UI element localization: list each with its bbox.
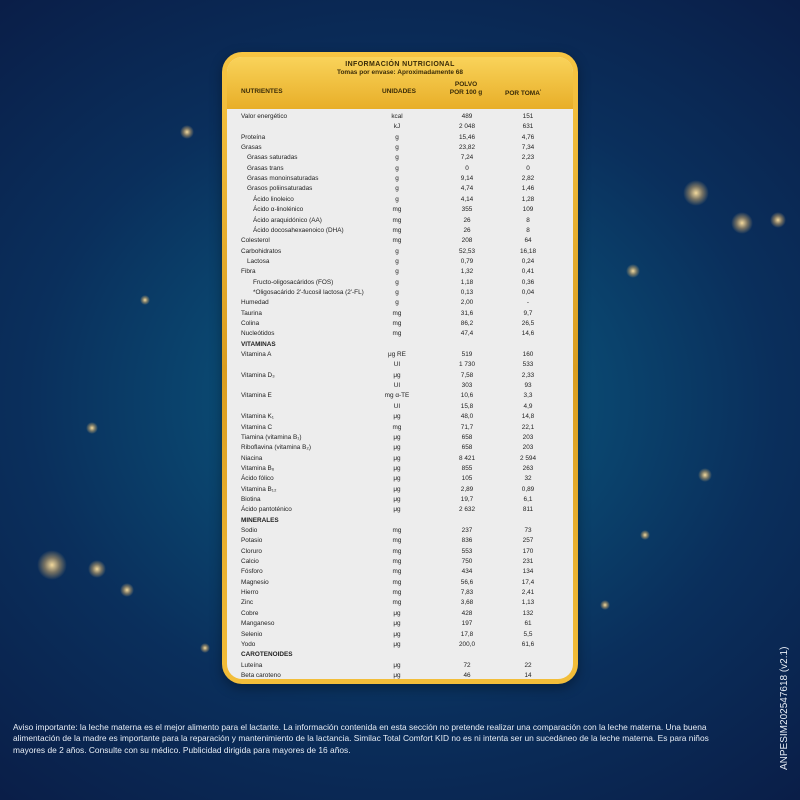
nutrient-per-100g: 15,8 bbox=[460, 402, 474, 410]
nutrient-unit: μg bbox=[393, 433, 401, 441]
nutrient-name: Calcio bbox=[241, 558, 259, 566]
nutrient-name: *Oligosacárido 2'-fucosil lactosa (2'-FL) bbox=[253, 288, 364, 296]
nutrient-name: Niacina bbox=[241, 454, 263, 462]
nutrient-unit: mg bbox=[392, 599, 402, 607]
nutrient-row bbox=[227, 433, 573, 443]
nutrient-per-serving: 231 bbox=[522, 558, 534, 566]
nutrient-row bbox=[227, 443, 573, 453]
nutrient-row bbox=[227, 630, 573, 640]
nutrient-per-100g: 48,0 bbox=[460, 413, 474, 421]
sparkle-decoration bbox=[200, 643, 210, 653]
nutrient-name: Grasas saturadas bbox=[247, 154, 298, 162]
nutrient-per-100g: 4,74 bbox=[460, 185, 474, 193]
nutrient-per-serving: 631 bbox=[522, 123, 534, 131]
nutrient-per-serving: 32 bbox=[524, 475, 532, 483]
nutrient-unit: UI bbox=[393, 382, 401, 390]
nutrient-row bbox=[227, 257, 573, 267]
nutrient-row bbox=[227, 164, 573, 174]
nutrient-name: Manganeso bbox=[241, 620, 275, 628]
nutrient-per-serving: 22 bbox=[524, 661, 532, 669]
nutrient-unit: μg bbox=[393, 371, 401, 379]
nutrient-per-serving: 0 bbox=[526, 164, 530, 172]
nutrient-row bbox=[227, 247, 573, 257]
sparkle-decoration bbox=[37, 550, 67, 580]
nutrient-per-serving: 0,89 bbox=[521, 485, 535, 493]
sparkle-decoration bbox=[698, 468, 712, 482]
nutrient-row bbox=[227, 495, 573, 505]
nutrient-row bbox=[227, 557, 573, 567]
nutrient-row bbox=[227, 588, 573, 598]
nutrient-name: Yodo bbox=[241, 640, 256, 648]
nutrient-per-100g: 3,68 bbox=[460, 599, 474, 607]
nutrient-per-100g: 2,00 bbox=[460, 299, 474, 307]
nutrient-name: Proteína bbox=[241, 133, 266, 141]
nutrient-per-serving: 134 bbox=[522, 568, 534, 576]
nutrient-unit: g bbox=[395, 299, 399, 307]
nutrient-unit: mg bbox=[392, 568, 402, 576]
nutrient-unit: μg RE bbox=[388, 351, 406, 359]
sparkle-decoration bbox=[731, 212, 753, 234]
nutrient-name: Grasas trans bbox=[247, 164, 284, 172]
nutrient-unit: μg bbox=[393, 620, 401, 628]
nutrient-row bbox=[227, 319, 573, 329]
nutrient-unit: mg bbox=[392, 589, 402, 597]
nutrient-unit: μg bbox=[393, 485, 401, 493]
nutrient-name: Grasas monoinsaturadas bbox=[247, 175, 319, 183]
nutrient-row bbox=[227, 454, 573, 464]
nutrient-name: Vitamina B₆ bbox=[241, 464, 275, 472]
nutrient-per-serving: 26,5 bbox=[521, 320, 535, 327]
nutrient-name: Hierro bbox=[241, 589, 259, 597]
nutrient-row bbox=[227, 609, 573, 619]
nutrient-name: Vitamina A bbox=[241, 351, 272, 359]
nutrient-row bbox=[227, 226, 573, 236]
nutrient-name: Vitamina B₁₂ bbox=[241, 485, 277, 493]
sparkle-decoration bbox=[120, 583, 134, 597]
nutrient-name: VITAMINAS bbox=[241, 340, 276, 348]
document-code: ANPESIM202547618 (v2.1) bbox=[779, 646, 790, 770]
nutrient-per-serving: 61,6 bbox=[521, 640, 535, 648]
nutrient-per-100g: 17,8 bbox=[460, 630, 474, 638]
nutrient-row bbox=[227, 288, 573, 298]
nutrient-per-serving: 257 bbox=[522, 537, 534, 545]
nutrient-per-serving: 5,5 bbox=[523, 630, 533, 638]
nutrient-name: MINERALES bbox=[241, 516, 279, 524]
nutrient-per-100g: 9,14 bbox=[460, 175, 474, 183]
nutrient-name: Colina bbox=[241, 320, 260, 327]
per-serving-label: POR TOMA bbox=[505, 90, 540, 98]
nutrient-per-100g: 197 bbox=[461, 620, 473, 628]
nutrient-per-100g: 4,14 bbox=[460, 195, 474, 203]
sparkle-decoration bbox=[770, 212, 786, 228]
nutrient-name: Ácido fólico bbox=[241, 475, 274, 483]
nutrient-per-100g: 1,18 bbox=[460, 278, 474, 286]
nutrient-name: Potasio bbox=[241, 537, 263, 545]
nutrient-name: Ácido α-linolénico bbox=[253, 206, 304, 214]
nutrient-row bbox=[227, 536, 573, 546]
nutrient-row bbox=[227, 371, 573, 381]
nutrient-unit: mg bbox=[392, 578, 402, 586]
nutrient-per-serving: 1,13 bbox=[521, 599, 535, 607]
nutrient-per-serving: 64 bbox=[524, 237, 532, 245]
nutrient-per-serving: 151 bbox=[522, 113, 534, 120]
nutrient-per-100g: 56,6 bbox=[460, 578, 474, 586]
nutrient-per-100g: 1 730 bbox=[459, 361, 475, 369]
nutrient-per-serving: 8 bbox=[526, 216, 530, 224]
nutrient-name: Riboflavina (vitamina B₂) bbox=[241, 444, 311, 452]
nutrient-per-100g: 0,79 bbox=[460, 257, 474, 265]
nutrient-name: Luteína bbox=[241, 661, 263, 669]
nutrient-per-serving: 14 bbox=[524, 671, 532, 679]
nutrient-row bbox=[227, 278, 573, 288]
nutrient-unit: mg bbox=[392, 226, 402, 234]
nutrient-per-100g: 47,4 bbox=[460, 330, 474, 338]
nutrient-unit: g bbox=[395, 185, 399, 193]
nutrient-row bbox=[227, 267, 573, 277]
nutrient-name: Vitamina K₁ bbox=[241, 413, 274, 421]
nutrient-per-serving: 0,24 bbox=[521, 257, 535, 265]
nutrient-per-100g: 750 bbox=[461, 558, 473, 566]
nutrient-row bbox=[227, 122, 573, 132]
sparkle-decoration bbox=[600, 600, 610, 610]
nutrient-name: Sodio bbox=[241, 527, 258, 534]
nutrient-row bbox=[227, 205, 573, 215]
nutrient-unit: mg bbox=[392, 320, 402, 327]
nutrient-name: Fósforo bbox=[241, 568, 263, 576]
nutrient-per-100g: 2 048 bbox=[459, 123, 475, 131]
nutrient-row bbox=[227, 598, 573, 608]
nutrient-per-100g: 15,46 bbox=[459, 133, 475, 141]
nutrient-row bbox=[227, 391, 573, 401]
nutrient-row bbox=[227, 184, 573, 194]
nutrient-per-100g: 553 bbox=[461, 547, 473, 555]
nutrient-row bbox=[227, 567, 573, 577]
nutrient-unit: g bbox=[395, 247, 399, 255]
nutrient-row bbox=[227, 174, 573, 184]
nutrient-per-100g: 26 bbox=[463, 216, 471, 224]
sparkle-decoration bbox=[88, 560, 106, 578]
nutrient-name: Lactosa bbox=[247, 257, 270, 265]
nutrient-per-serving: 22,1 bbox=[521, 423, 535, 431]
nutrient-per-100g: 0,13 bbox=[460, 288, 474, 296]
nutrient-per-100g: 23,82 bbox=[459, 144, 475, 152]
nutrient-per-100g: 658 bbox=[461, 444, 473, 452]
nutrient-per-serving: 203 bbox=[522, 444, 534, 452]
nutrient-row bbox=[227, 236, 573, 246]
nutrient-unit: μg bbox=[393, 444, 401, 452]
nutrient-per-100g: 7,24 bbox=[460, 154, 474, 162]
nutrient-per-100g: 836 bbox=[461, 537, 473, 545]
nutrient-per-100g: 355 bbox=[461, 206, 473, 214]
nutrient-name: Ácido pantoténico bbox=[241, 506, 292, 514]
nutrient-name: Humedad bbox=[241, 299, 269, 307]
nutrient-per-100g: 10,6 bbox=[460, 392, 474, 400]
nutrient-unit: g bbox=[395, 154, 399, 162]
nutrient-row bbox=[227, 640, 573, 650]
nutrient-per-serving: 160 bbox=[522, 351, 534, 359]
sparkle-decoration bbox=[640, 530, 650, 540]
nutrient-unit: mg bbox=[392, 537, 402, 545]
nutrient-per-serving: 73 bbox=[524, 527, 532, 534]
nutrient-per-serving: 4,9 bbox=[523, 402, 533, 410]
nutrient-name: Grasos poliinsaturadas bbox=[247, 185, 313, 193]
nutrient-per-serving: 17,4 bbox=[521, 578, 535, 586]
nutrient-per-100g: 26 bbox=[463, 226, 471, 234]
nutrient-unit: g bbox=[395, 268, 399, 276]
nutrient-row bbox=[227, 112, 573, 122]
nutrient-per-serving: 14,8 bbox=[521, 413, 535, 421]
nutrient-row bbox=[227, 381, 573, 391]
table-subtitle: Tomas por envase: Aproximadamente 68 bbox=[336, 69, 464, 76]
nutrient-name: Valor energético bbox=[241, 113, 288, 120]
nutrient-unit: UI bbox=[393, 361, 401, 369]
nutrient-unit: μg bbox=[393, 475, 401, 483]
nutrient-per-100g: 8 421 bbox=[459, 454, 475, 462]
nutrient-name: Taurina bbox=[241, 309, 262, 317]
nutrient-name: Nucleótidos bbox=[241, 330, 275, 338]
nutrient-unit: μg bbox=[393, 640, 401, 648]
nutrient-row bbox=[227, 133, 573, 143]
nutrient-unit: mg bbox=[392, 423, 402, 431]
nutrient-per-serving: 16,18 bbox=[520, 247, 536, 255]
nutrient-unit: mg bbox=[392, 237, 402, 245]
nutrient-per-serving: - bbox=[526, 299, 530, 307]
section-heading-row bbox=[227, 516, 573, 526]
nutrient-per-100g: 0 bbox=[465, 164, 469, 172]
section-heading-row bbox=[227, 650, 573, 660]
nutrient-per-100g: 237 bbox=[461, 527, 473, 534]
nutrient-unit: UI bbox=[393, 402, 401, 410]
nutrient-name: Ácido araquidónico (AA) bbox=[253, 216, 322, 224]
nutrient-per-serving: 2,41 bbox=[521, 589, 535, 597]
nutrient-row bbox=[227, 619, 573, 629]
nutrient-per-serving: 61 bbox=[524, 620, 532, 628]
nutrient-per-serving: 9,7 bbox=[523, 309, 533, 317]
nutrient-per-serving: 2,33 bbox=[521, 371, 535, 379]
column-header-per-serving bbox=[505, 88, 549, 97]
nutrient-per-100g: 46 bbox=[463, 671, 471, 679]
nutrient-row bbox=[227, 298, 573, 308]
nutrient-unit: g bbox=[395, 144, 399, 152]
column-header-nutrients: NUTRIENTES bbox=[241, 88, 283, 95]
nutrient-unit: g bbox=[395, 288, 399, 296]
nutrient-row bbox=[227, 671, 573, 679]
nutrient-row bbox=[227, 526, 573, 536]
nutrient-name: Magnesio bbox=[241, 578, 269, 586]
legal-disclaimer: Aviso importante: la leche materna es el mejor alimento para el lactante. La información contenida en esta sección no pretende realizar una comparación con la leche materna. Una buena alimentación de la madre es importante para la reparación y mantenimiento de la lactancia. Similac Total Comfort KID no es ni intenta ser un sucedáneo de la leche materna. Es para niños mayores de 2 años. Consulte con su médico. Publicidad dirigida para mayores de 16 años. bbox=[13, 722, 709, 755]
nutrient-row bbox=[227, 195, 573, 205]
nutrient-name: Vitamina E bbox=[241, 392, 272, 400]
nutrient-per-100g: 86,2 bbox=[460, 320, 474, 327]
sparkle-decoration bbox=[180, 125, 194, 139]
nutrient-per-100g: 519 bbox=[461, 351, 473, 359]
sparkle-decoration bbox=[626, 264, 640, 278]
nutrient-per-serving: 2,23 bbox=[521, 154, 535, 162]
table-title: INFORMACIÓN NUTRICIONAL bbox=[345, 61, 455, 68]
nutrient-name: Grasas bbox=[241, 144, 262, 152]
nutrient-row bbox=[227, 329, 573, 339]
nutrient-unit: μg bbox=[393, 630, 401, 638]
nutrient-row bbox=[227, 505, 573, 515]
sparkle-decoration bbox=[140, 295, 150, 305]
nutrient-per-serving: 1,46 bbox=[521, 185, 535, 193]
nutrient-unit: μg bbox=[393, 671, 401, 679]
nutrient-name: Cloruro bbox=[241, 547, 262, 555]
nutrient-unit: μg bbox=[393, 609, 401, 617]
column-header-per-100g: POLVO POR 100 g bbox=[449, 81, 483, 96]
nutrient-unit: μg bbox=[393, 495, 401, 503]
nutrient-name: Beta caroteno bbox=[241, 671, 281, 679]
nutrient-row bbox=[227, 309, 573, 319]
nutrient-per-100g: 52,53 bbox=[459, 247, 475, 255]
nutrient-name: Selenio bbox=[241, 630, 263, 638]
nutrient-per-serving: 93 bbox=[524, 382, 532, 390]
nutrient-row bbox=[227, 464, 573, 474]
nutrient-per-100g: 7,83 bbox=[460, 589, 474, 597]
nutrient-row bbox=[227, 578, 573, 588]
nutrient-unit: μg bbox=[393, 413, 401, 421]
nutrient-unit: mg bbox=[392, 547, 402, 555]
nutrition-card bbox=[222, 52, 578, 684]
nutrient-per-100g: 71,7 bbox=[460, 423, 474, 431]
nutrient-per-100g: 200,0 bbox=[459, 640, 475, 648]
nutrient-per-serving: 132 bbox=[522, 609, 534, 617]
column-header-units: UNIDADES bbox=[382, 88, 416, 95]
nutrient-unit: mg bbox=[392, 527, 402, 534]
nutrient-unit: g bbox=[395, 195, 399, 203]
section-heading-row bbox=[227, 340, 573, 350]
nutrient-per-serving: 2,82 bbox=[521, 175, 535, 183]
sparkle-decoration bbox=[683, 180, 709, 206]
nutrient-per-serving: 6,1 bbox=[523, 495, 533, 503]
nutrient-per-100g: 428 bbox=[461, 609, 473, 617]
nutrient-per-serving: 14,6 bbox=[521, 330, 535, 338]
nutrient-unit: mg bbox=[392, 558, 402, 566]
nutrient-unit: g bbox=[395, 257, 399, 265]
nutrient-name: Cobre bbox=[241, 609, 259, 617]
nutrient-per-100g: 105 bbox=[461, 475, 473, 483]
nutrient-name: Biotina bbox=[241, 495, 261, 503]
nutrient-name: Fructo-oligosacáridos (FOS) bbox=[253, 278, 334, 286]
nutrient-per-serving: 0,36 bbox=[521, 278, 535, 286]
nutrient-row bbox=[227, 153, 573, 163]
nutrient-row bbox=[227, 143, 573, 153]
nutrient-name: Vitamina D₃ bbox=[241, 371, 275, 379]
nutrient-unit: μg bbox=[393, 506, 401, 514]
nutrient-row bbox=[227, 547, 573, 557]
nutrient-unit: g bbox=[395, 278, 399, 286]
table-header bbox=[227, 57, 573, 109]
nutrient-row bbox=[227, 485, 573, 495]
nutrition-card-body bbox=[227, 57, 573, 679]
nutrient-per-serving: 533 bbox=[522, 361, 534, 369]
sparkle-decoration bbox=[86, 422, 98, 434]
nutrient-per-100g: 658 bbox=[461, 433, 473, 441]
nutrient-per-serving: 8 bbox=[526, 226, 530, 234]
nutrient-name: Ácido linoleico bbox=[253, 195, 294, 203]
nutrient-per-serving: 7,34 bbox=[521, 144, 535, 152]
nutrient-per-serving: 4,76 bbox=[521, 133, 535, 141]
nutrient-row bbox=[227, 412, 573, 422]
nutrient-name: Carbohidratos bbox=[241, 247, 282, 255]
nutrient-per-100g: 303 bbox=[461, 382, 473, 390]
nutrient-unit: g bbox=[395, 133, 399, 141]
nutrient-unit: μg bbox=[393, 661, 401, 669]
nutrient-name: Ácido docosahexaenoico (DHA) bbox=[253, 226, 344, 234]
nutrient-unit: μg bbox=[393, 454, 401, 462]
nutrient-per-100g: 19,7 bbox=[460, 495, 474, 503]
nutrient-per-serving: 811 bbox=[522, 506, 534, 514]
footnote-marker: ¹ bbox=[539, 88, 542, 93]
nutrient-per-100g: 2 632 bbox=[459, 506, 475, 514]
nutrient-per-serving: 263 bbox=[522, 464, 534, 472]
nutrient-per-100g: 7,58 bbox=[460, 371, 474, 379]
nutrient-name: Vitamina C bbox=[241, 423, 273, 431]
nutrient-per-serving: 2 594 bbox=[520, 454, 536, 462]
nutrient-unit: g bbox=[395, 164, 399, 172]
nutrient-unit: mg bbox=[392, 330, 402, 338]
nutrient-per-100g: 31,6 bbox=[460, 309, 474, 317]
nutrient-row bbox=[227, 423, 573, 433]
nutrient-per-serving: 203 bbox=[522, 433, 534, 441]
nutrient-row bbox=[227, 474, 573, 484]
nutrient-unit: mg bbox=[392, 206, 402, 214]
nutrient-row bbox=[227, 360, 573, 370]
nutrient-per-100g: 2,89 bbox=[460, 485, 474, 493]
nutrient-unit: kJ bbox=[393, 123, 401, 131]
nutrient-name: Fibra bbox=[241, 268, 256, 276]
nutrient-per-serving: 109 bbox=[522, 206, 534, 214]
nutrient-name: Tiamina (vitamina B₁) bbox=[241, 433, 302, 441]
nutrient-per-100g: 72 bbox=[463, 661, 471, 669]
nutrient-row bbox=[227, 402, 573, 412]
nutrient-name: CAROTENOIDES bbox=[241, 651, 293, 659]
nutrient-unit: g bbox=[395, 175, 399, 183]
nutrient-per-100g: 855 bbox=[461, 464, 473, 472]
nutrient-per-serving: 3,3 bbox=[523, 392, 533, 400]
nutrient-unit: mg bbox=[392, 309, 402, 317]
nutrient-per-serving: 170 bbox=[522, 547, 534, 555]
nutrient-name: Colesterol bbox=[241, 237, 270, 245]
nutrient-unit: kcal bbox=[391, 113, 403, 120]
nutrient-per-serving: 0,41 bbox=[521, 268, 535, 276]
nutrient-unit: mg bbox=[392, 216, 402, 224]
nutrient-per-100g: 489 bbox=[461, 113, 473, 120]
nutrient-row bbox=[227, 661, 573, 671]
nutrient-name: Zinc bbox=[241, 599, 254, 607]
nutrient-row bbox=[227, 350, 573, 360]
nutrient-per-serving: 1,28 bbox=[521, 195, 535, 203]
nutrient-per-100g: 208 bbox=[461, 237, 473, 245]
nutrient-per-serving: 0,04 bbox=[521, 288, 535, 296]
nutrient-per-100g: 434 bbox=[461, 568, 473, 576]
nutrient-per-100g: 1,32 bbox=[460, 268, 474, 276]
nutrient-unit: mg α-TE bbox=[384, 392, 410, 400]
nutrient-unit: μg bbox=[393, 464, 401, 472]
nutrient-row bbox=[227, 216, 573, 226]
